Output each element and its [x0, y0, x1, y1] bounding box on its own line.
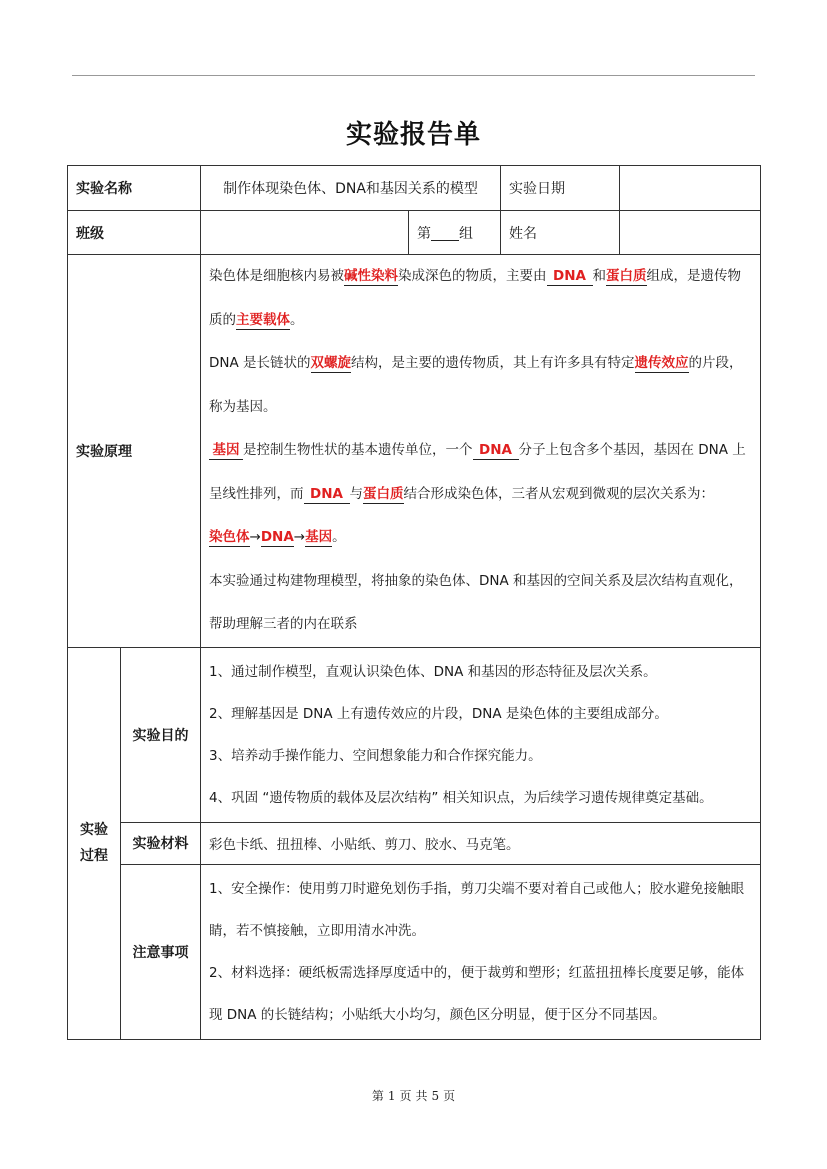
arrow-icon: →	[293, 529, 306, 545]
materials-content: 彩色卡纸、扭扭棒、小贴纸、剪刀、胶水、马克笔。	[201, 822, 761, 864]
answer-blank: 蛋白质	[363, 485, 404, 502]
text: 结构，是主要的遗传物质，其上有许多具有特定	[351, 355, 635, 371]
purpose-label: 实验目的	[121, 647, 201, 822]
text: DNA 是长链状的	[209, 355, 311, 371]
row-materials	[68, 822, 761, 864]
text: 。	[332, 529, 346, 545]
list-item: 1、通过制作模型，直观认识染色体、DNA 和基因的形态特征及层次关系。	[209, 663, 657, 680]
text: 染色体是细胞核内易被	[209, 268, 344, 284]
class-value[interactable]	[201, 211, 409, 255]
row-principle	[68, 255, 761, 648]
row-class	[68, 211, 761, 255]
header-rule	[72, 75, 755, 76]
text: 与	[349, 485, 363, 502]
notes-content	[201, 864, 761, 1039]
answer-blank: 染色体	[209, 529, 250, 545]
answer-blank: DNA	[260, 529, 294, 545]
name-label: 姓名	[501, 211, 620, 255]
group-cell	[409, 211, 501, 255]
answer-blank: DNA	[304, 485, 350, 504]
text: 结合形成染色体，三者从宏观到微观的层次关系为：	[403, 485, 714, 502]
answer-blank: 基因	[305, 529, 333, 545]
text: 染成深色的物质，主要由	[398, 268, 547, 284]
name-value[interactable]	[620, 211, 761, 255]
experiment-name-label: 实验名称	[68, 166, 201, 211]
footer-text: 页	[399, 1089, 412, 1103]
experiment-date-label: 实验日期	[501, 166, 620, 211]
text: 的片段，称为基因。	[209, 355, 743, 415]
notes-label: 注意事项	[121, 864, 201, 1039]
page-footer	[0, 1087, 827, 1104]
text: 。	[290, 311, 304, 328]
footer-text: 页	[443, 1089, 456, 1103]
list-item: 3、培养动手操作能力、空间想象能力和合作探究能力。	[209, 747, 542, 764]
principle-paragraph-3	[209, 429, 752, 560]
principle-paragraph-4: 本实验通过构建物理模型，将抽象的染色体、DNA 和基因的空间关系及层次结构直观化，帮助理解三者的内在联系	[209, 572, 743, 632]
principle-content	[201, 255, 761, 648]
principle-paragraph-1	[209, 255, 752, 342]
report-table	[67, 165, 761, 1040]
text: 组成，是遗传物质的	[209, 268, 741, 328]
row-purpose	[68, 647, 761, 822]
text: 是控制生物性状的基本遗传单位，一个	[243, 442, 473, 458]
process-label-line: 过程	[80, 848, 108, 864]
footer-text: 共	[415, 1089, 428, 1103]
arrow-icon: →	[249, 529, 261, 545]
experiment-name-value: 制作体现染色体、DNA和基因关系的模型	[201, 166, 501, 211]
group-number-blank[interactable]	[431, 226, 459, 241]
group-suffix: 组	[459, 225, 473, 242]
list-item: 4、巩固 “遗传物质的载体及层次结构” 相关知识点，为后续学习遗传规律奠定基础。	[209, 789, 713, 806]
row-notes	[68, 864, 761, 1039]
page-title: 实验报告单	[345, 120, 481, 150]
text: 分子上包含多个基因，基因在 DNA 上呈线性排列，而	[209, 442, 746, 502]
list-item: 1、安全操作：使用剪刀时避免划伤手指，剪刀尖端不要对着自己或他人；胶水避免接触眼睛，若不慎接触，立即用清水冲洗。	[209, 880, 745, 939]
principle-label: 实验原理	[68, 255, 201, 648]
text: 和	[592, 268, 606, 284]
footer-text: 第	[371, 1089, 384, 1103]
group-prefix: 第	[417, 225, 431, 242]
footer-page-number: 1	[387, 1089, 396, 1103]
answer-blank: 双螺旋	[310, 355, 352, 371]
list-item: 2、理解基因是 DNA 上有遗传效应的片段，DNA 是染色体的主要组成部分。	[209, 705, 668, 722]
experiment-date-value[interactable]	[620, 166, 761, 211]
class-label: 班级	[68, 211, 201, 255]
row-experiment-name	[68, 166, 761, 211]
answer-blank: 碱性染料	[344, 268, 398, 284]
process-label-line: 实验	[80, 822, 108, 838]
materials-label: 实验材料	[121, 822, 201, 864]
answer-blank: DNA	[473, 441, 519, 460]
footer-total-pages: 5	[431, 1089, 440, 1103]
process-label	[68, 647, 121, 1039]
answer-blank: DNA	[547, 267, 593, 286]
principle-paragraph-2	[209, 342, 752, 429]
purpose-content	[201, 647, 761, 822]
answer-blank: 基因	[209, 441, 243, 460]
answer-blank: 蛋白质	[606, 268, 647, 284]
list-item: 2、材料选择：硬纸板需选择厚度适中的，便于裁剪和塑形；红蓝扭扭棒长度要足够，能体现 DNA 的长链结构；小贴纸大小均匀，颜色区分明显，便于区分不同基因。	[209, 964, 745, 1023]
answer-blank: 遗传效应	[634, 355, 689, 371]
answer-blank: 主要载体	[236, 311, 290, 328]
